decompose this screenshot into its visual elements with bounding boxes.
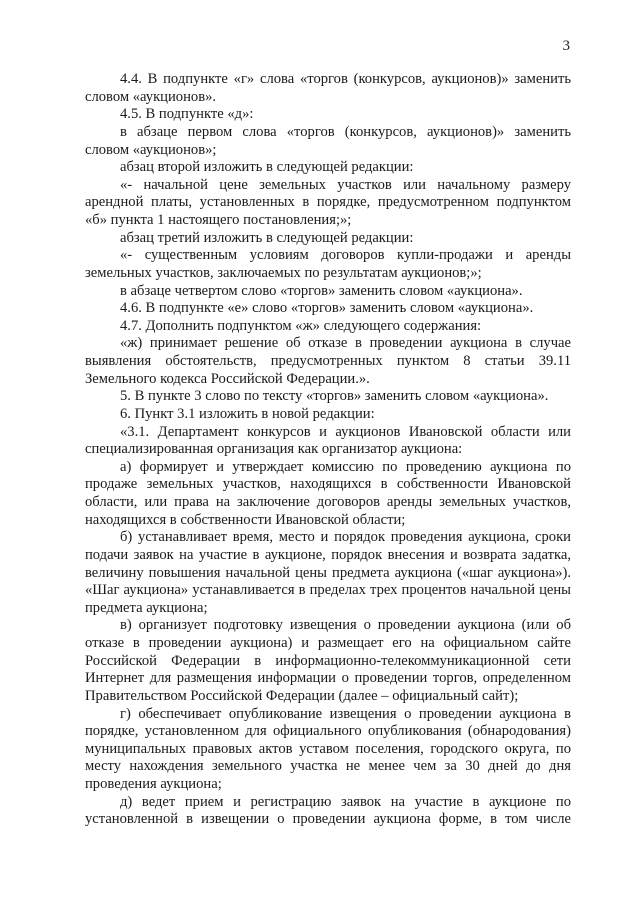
paragraph: в) организует подготовку извещения о проведении аукциона (или об отказе в проведении аукциона) и размещает его на официальном сайте Российской Федерации в информационно-телекоммуникационной сети Интернет для размещения информации о проведении торгов, определенном Правительством Российской Федерации (далее – официальный сайт); <box>85 617 571 704</box>
paragraph: «ж) принимает решение об отказе в проведении аукциона в случае выявления обстоятельств, предусмотренных пунктом 8 статьи 39.11 Земельного кодекса Российской Федерации.». <box>85 335 571 387</box>
paragraph: 4.5. В подпункте «д»: <box>120 106 254 123</box>
paragraph: а) формирует и утверждает комиссию по проведению аукциона по продаже земельных участков, находящихся в собственности Ивановской области, или права на заключение договоров аренды земельных участков, находящихся в собственности Ивановской области; <box>85 458 571 528</box>
paragraph: 6. Пункт 3.1 изложить в новой редакции: <box>120 405 375 422</box>
paragraph: абзац второй изложить в следующей редакции: <box>120 159 414 176</box>
paragraph: б) устанавливает время, место и порядок проведения аукциона, сроки подачи заявок на участие в аукционе, порядок внесения и возврата задатка, величину повышения начальной цены предмета аукциона («шаг аукциона»). «Шаг аукциона» устанавливается в пределах трех процентов начальной цены предмета аукциона; <box>85 529 571 616</box>
paragraph: «- начальной цене земельных участков или начальному размеру арендной платы, установленных в порядке, предусмотренном подпунктом «б» пункта 1 настоящего постановления;»; <box>85 176 571 228</box>
paragraph: 4.6. В подпункте «е» слово «торгов» заменить словом «аукциона». <box>120 300 534 317</box>
paragraph: в абзаце четвертом слово «торгов» заменить словом «аукциона». <box>120 282 523 299</box>
paragraph: 4.7. Дополнить подпунктом «ж» следующего содержания: <box>120 317 482 334</box>
paragraph: «3.1. Департамент конкурсов и аукционов Ивановской области или специализированная организация как организатор аукциона: <box>85 423 571 458</box>
page-number: 3 <box>562 38 570 54</box>
paragraph: абзац третий изложить в следующей редакции: <box>120 229 414 246</box>
paragraph: 5. В пункте 3 слово по тексту «торгов» заменить словом «аукциона». <box>120 388 549 405</box>
paragraph: 4.4. В подпункте «г» слова «торгов (конкурсов, аукционов)» заменить словом «аукционов». <box>85 71 571 105</box>
paragraph: г) обеспечивает опубликование извещения о проведении аукциона в порядке, установленном для официального опубликования (обнародования) муниципальных правовых актов уставом поселения, городского округа, по месту нахождения земельного участка не менее чем за 30 дней до дня проведения аукциона; <box>85 705 571 792</box>
paragraph: «- существенным условиям договоров купли-продажи и аренды земельных участков, заключаемых по результатам аукционов;»; <box>85 247 571 281</box>
paragraph: д) ведет прием и регистрацию заявок на участие в аукционе по установленной в извещении о проведении аукциона форме, в том числе <box>85 793 571 828</box>
paragraph: в абзаце первом слова «торгов (конкурсов, аукционов)» заменить словом «аукционов»; <box>85 123 571 158</box>
document-body <box>85 71 571 829</box>
